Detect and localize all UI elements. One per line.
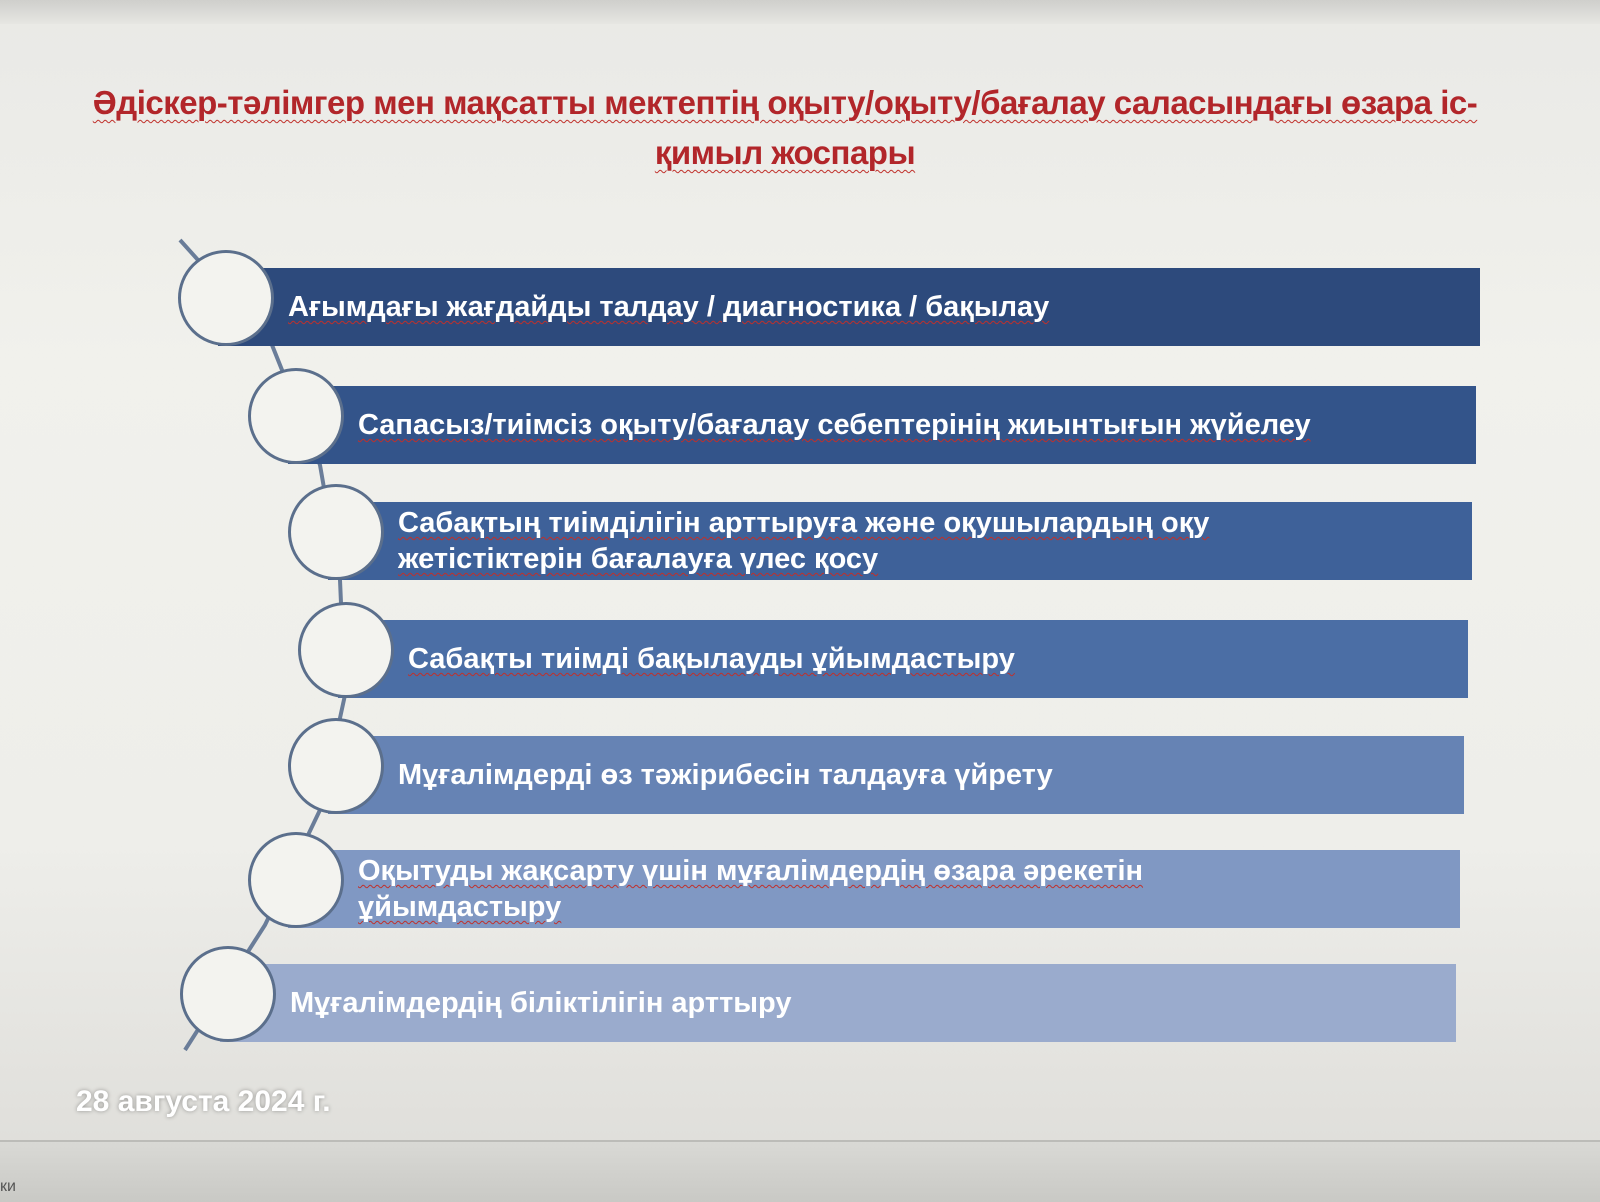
timeline-bar (328, 502, 1472, 580)
timeline-bar (328, 736, 1464, 814)
timeline-bullet-circle (248, 832, 344, 928)
timeline-bar (220, 964, 1456, 1042)
timeline-item-label: Мұғалімдерді өз тәжірибесін талдауға үйрету (398, 759, 1053, 791)
slide-title-line-2: қимыл жоспары (654, 134, 916, 171)
timeline-bar (288, 386, 1476, 464)
timeline-item (178, 268, 1480, 346)
timeline-bar (288, 850, 1460, 928)
timeline-bullet-circle (288, 484, 384, 580)
timeline-item-label: Сабақты тиімді бақылауды ұйымдастыру (408, 643, 1015, 675)
screen-bottom-bezel (0, 1140, 1600, 1202)
timeline-item (288, 736, 1464, 814)
timeline-bar (218, 268, 1480, 346)
taskbar-fragment-text: ки (0, 1178, 16, 1195)
timeline-item (288, 502, 1472, 580)
timeline-item (298, 620, 1468, 698)
timeline-bullet-circle (288, 718, 384, 814)
timeline-item (180, 964, 1456, 1042)
timeline-item-label: Ағымдағы жағдайды талдау / диагностика / бақылау (288, 291, 1050, 323)
timeline-item-label: Сабақтың тиімділігін арттыруға және оқушылардың оқу жетістіктерін бағалауға үлес қосу (398, 507, 1210, 575)
timeline-item (248, 386, 1476, 464)
slide-title-line-1: Әдіскер-тәлімгер мен мақсатты мектептің оқыту/оқыту/бағалау саласындағы өзара іс- (92, 84, 1478, 121)
timeline-item-label: Сапасыз/тиімсіз оқыту/бағалау себептерінің жиынтығын жүйелеу (358, 409, 1311, 441)
photo-date-stamp: 28 августа 2024 г. (76, 1085, 331, 1118)
timeline-bullet-circle (298, 602, 394, 698)
timeline-bullet-circle (178, 250, 274, 346)
timeline-item-label: Мұғалімдердің біліктілігін арттыру (290, 987, 792, 1019)
timeline-item-label: Оқытуды жақсарту үшін мұғалімдердің өзара әрекетін ұйымдастыру (358, 855, 1144, 923)
timeline-item (248, 850, 1460, 928)
timeline-bullet-circle (248, 368, 344, 464)
timeline-bullet-circle (180, 946, 276, 1042)
timeline-bar (338, 620, 1468, 698)
